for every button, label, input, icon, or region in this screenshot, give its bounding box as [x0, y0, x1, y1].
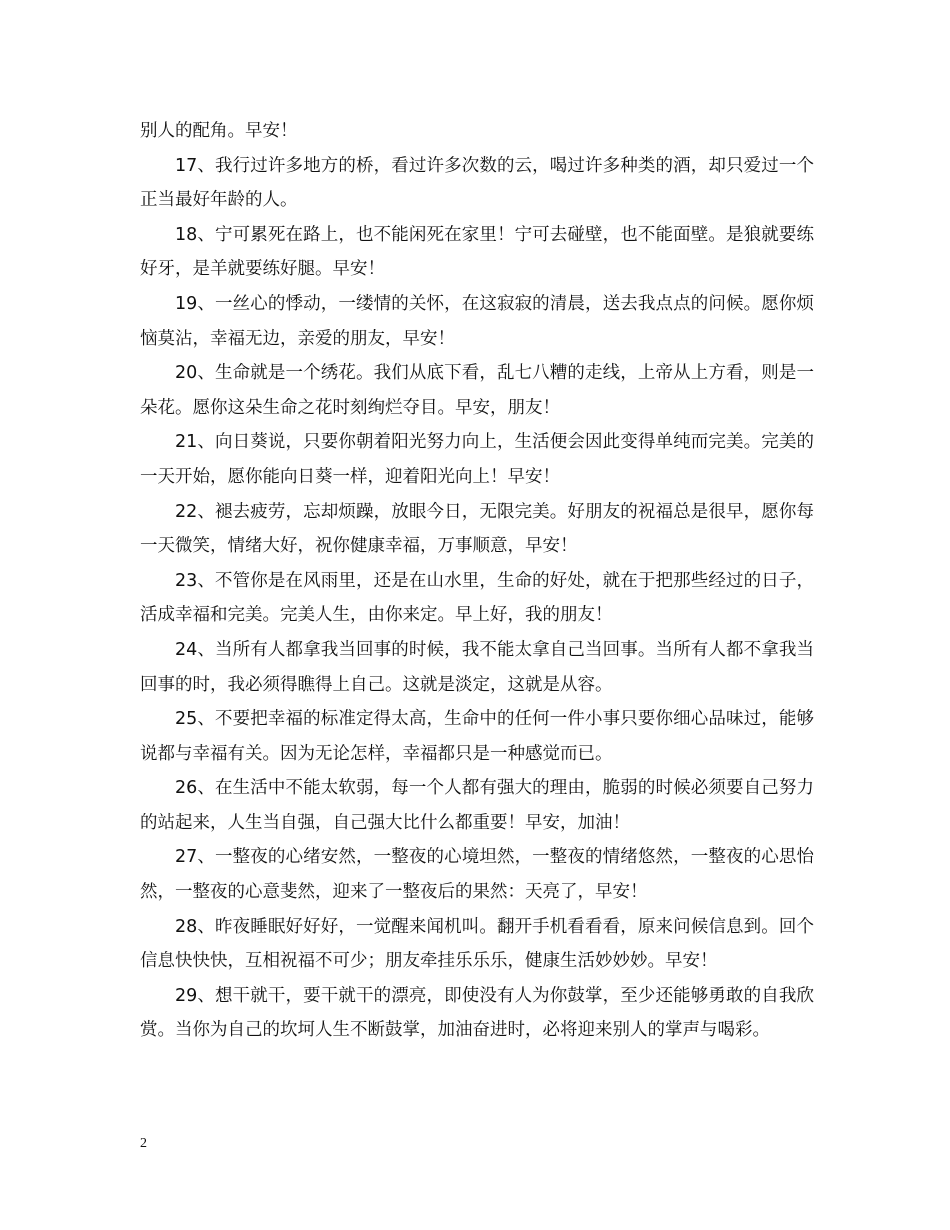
paragraph-continuation: 别人的配角。早安！ — [140, 121, 298, 141]
paragraph-25: 25、不要把幸福的标准定得太高，生命中的任何一件小事只要你细心品味过，能够说都与幸福有关。因为无论怎样，幸福都只是一种感觉而已。 — [140, 709, 814, 764]
paragraph-17: 17、我行过许多地方的桥，看过许多次数的云，喝过许多种类的酒，却只爱过一个正当最好年龄的人。 — [140, 155, 814, 211]
page-number: 2 — [140, 1136, 147, 1151]
paragraph-29: 29、想干就干，要干就干的漂亮，即使没有人为你鼓掌，至少还能够勇敢的自我欣赏。当你为自己的坎坷人生不断鼓掌，加油奋进时，必将迎来别人的掌声与喝彩。 — [140, 985, 814, 1041]
paragraph-21: 21、向日葵说，只要你朝着阳光努力向上，生活便会因此变得单纯而完美。完美的一天开始，愿你能向日葵一样，迎着阳光向上！早安！ — [140, 432, 814, 487]
paragraph-27: 27、一整夜的心绪安然，一整夜的心境坦然，一整夜的情绪悠然，一整夜的心思怡然，一整夜的心意斐然，迎来了一整夜后的果然：天亮了，早安！ — [140, 847, 814, 903]
paragraph-18: 18、宁可累死在路上，也不能闲死在家里！宁可去碰壁，也不能面壁。是狼就要练好牙，是羊就要练好腿。早安！ — [140, 224, 814, 280]
paragraph-23: 23、不管你是在风雨里，还是在山水里，生命的好处，就在于把那些经过的日子，活成幸福和完美。完美人生，由你来定。早上好，我的朋友！ — [140, 570, 814, 626]
document-body — [140, 114, 814, 1048]
paragraph-19: 19、一丝心的悸动，一缕情的关怀，在这寂寂的清晨，送去我点点的问候。愿你烦恼莫沾，幸福无边，亲爱的朋友，早安！ — [140, 293, 814, 349]
paragraph-26: 26、在生活中不能太软弱，每一个人都有强大的理由，脆弱的时候必须要自己努力的站起来，人生当自强，自己强大比什么都重要！早安，加油！ — [140, 778, 814, 833]
paragraph-22: 22、褪去疲劳，忘却烦躁，放眼今日，无限完美。好朋友的祝福总是很早，愿你每一天微笑，情绪大好，祝你健康幸福，万事顺意，早安！ — [140, 501, 814, 557]
paragraph-28: 28、昨夜睡眠好好好，一觉醒来闻机叫。翻开手机看看看，原来问候信息到。回个信息快快快，互相祝福不可少；朋友牵挂乐乐乐，健康生活妙妙妙。早安！ — [140, 916, 814, 972]
paragraph-20: 20、生命就是一个绣花。我们从底下看，乱七八糟的走线，上帝从上方看，则是一朵花。愿你这朵生命之花时刻绚烂夺目。早安，朋友！ — [140, 363, 814, 418]
paragraph-24: 24、当所有人都拿我当回事的时候，我不能太拿自己当回事。当所有人都不拿我当回事的时，我必须得瞧得上自己。这就是淡定，这就是从容。 — [140, 639, 814, 695]
